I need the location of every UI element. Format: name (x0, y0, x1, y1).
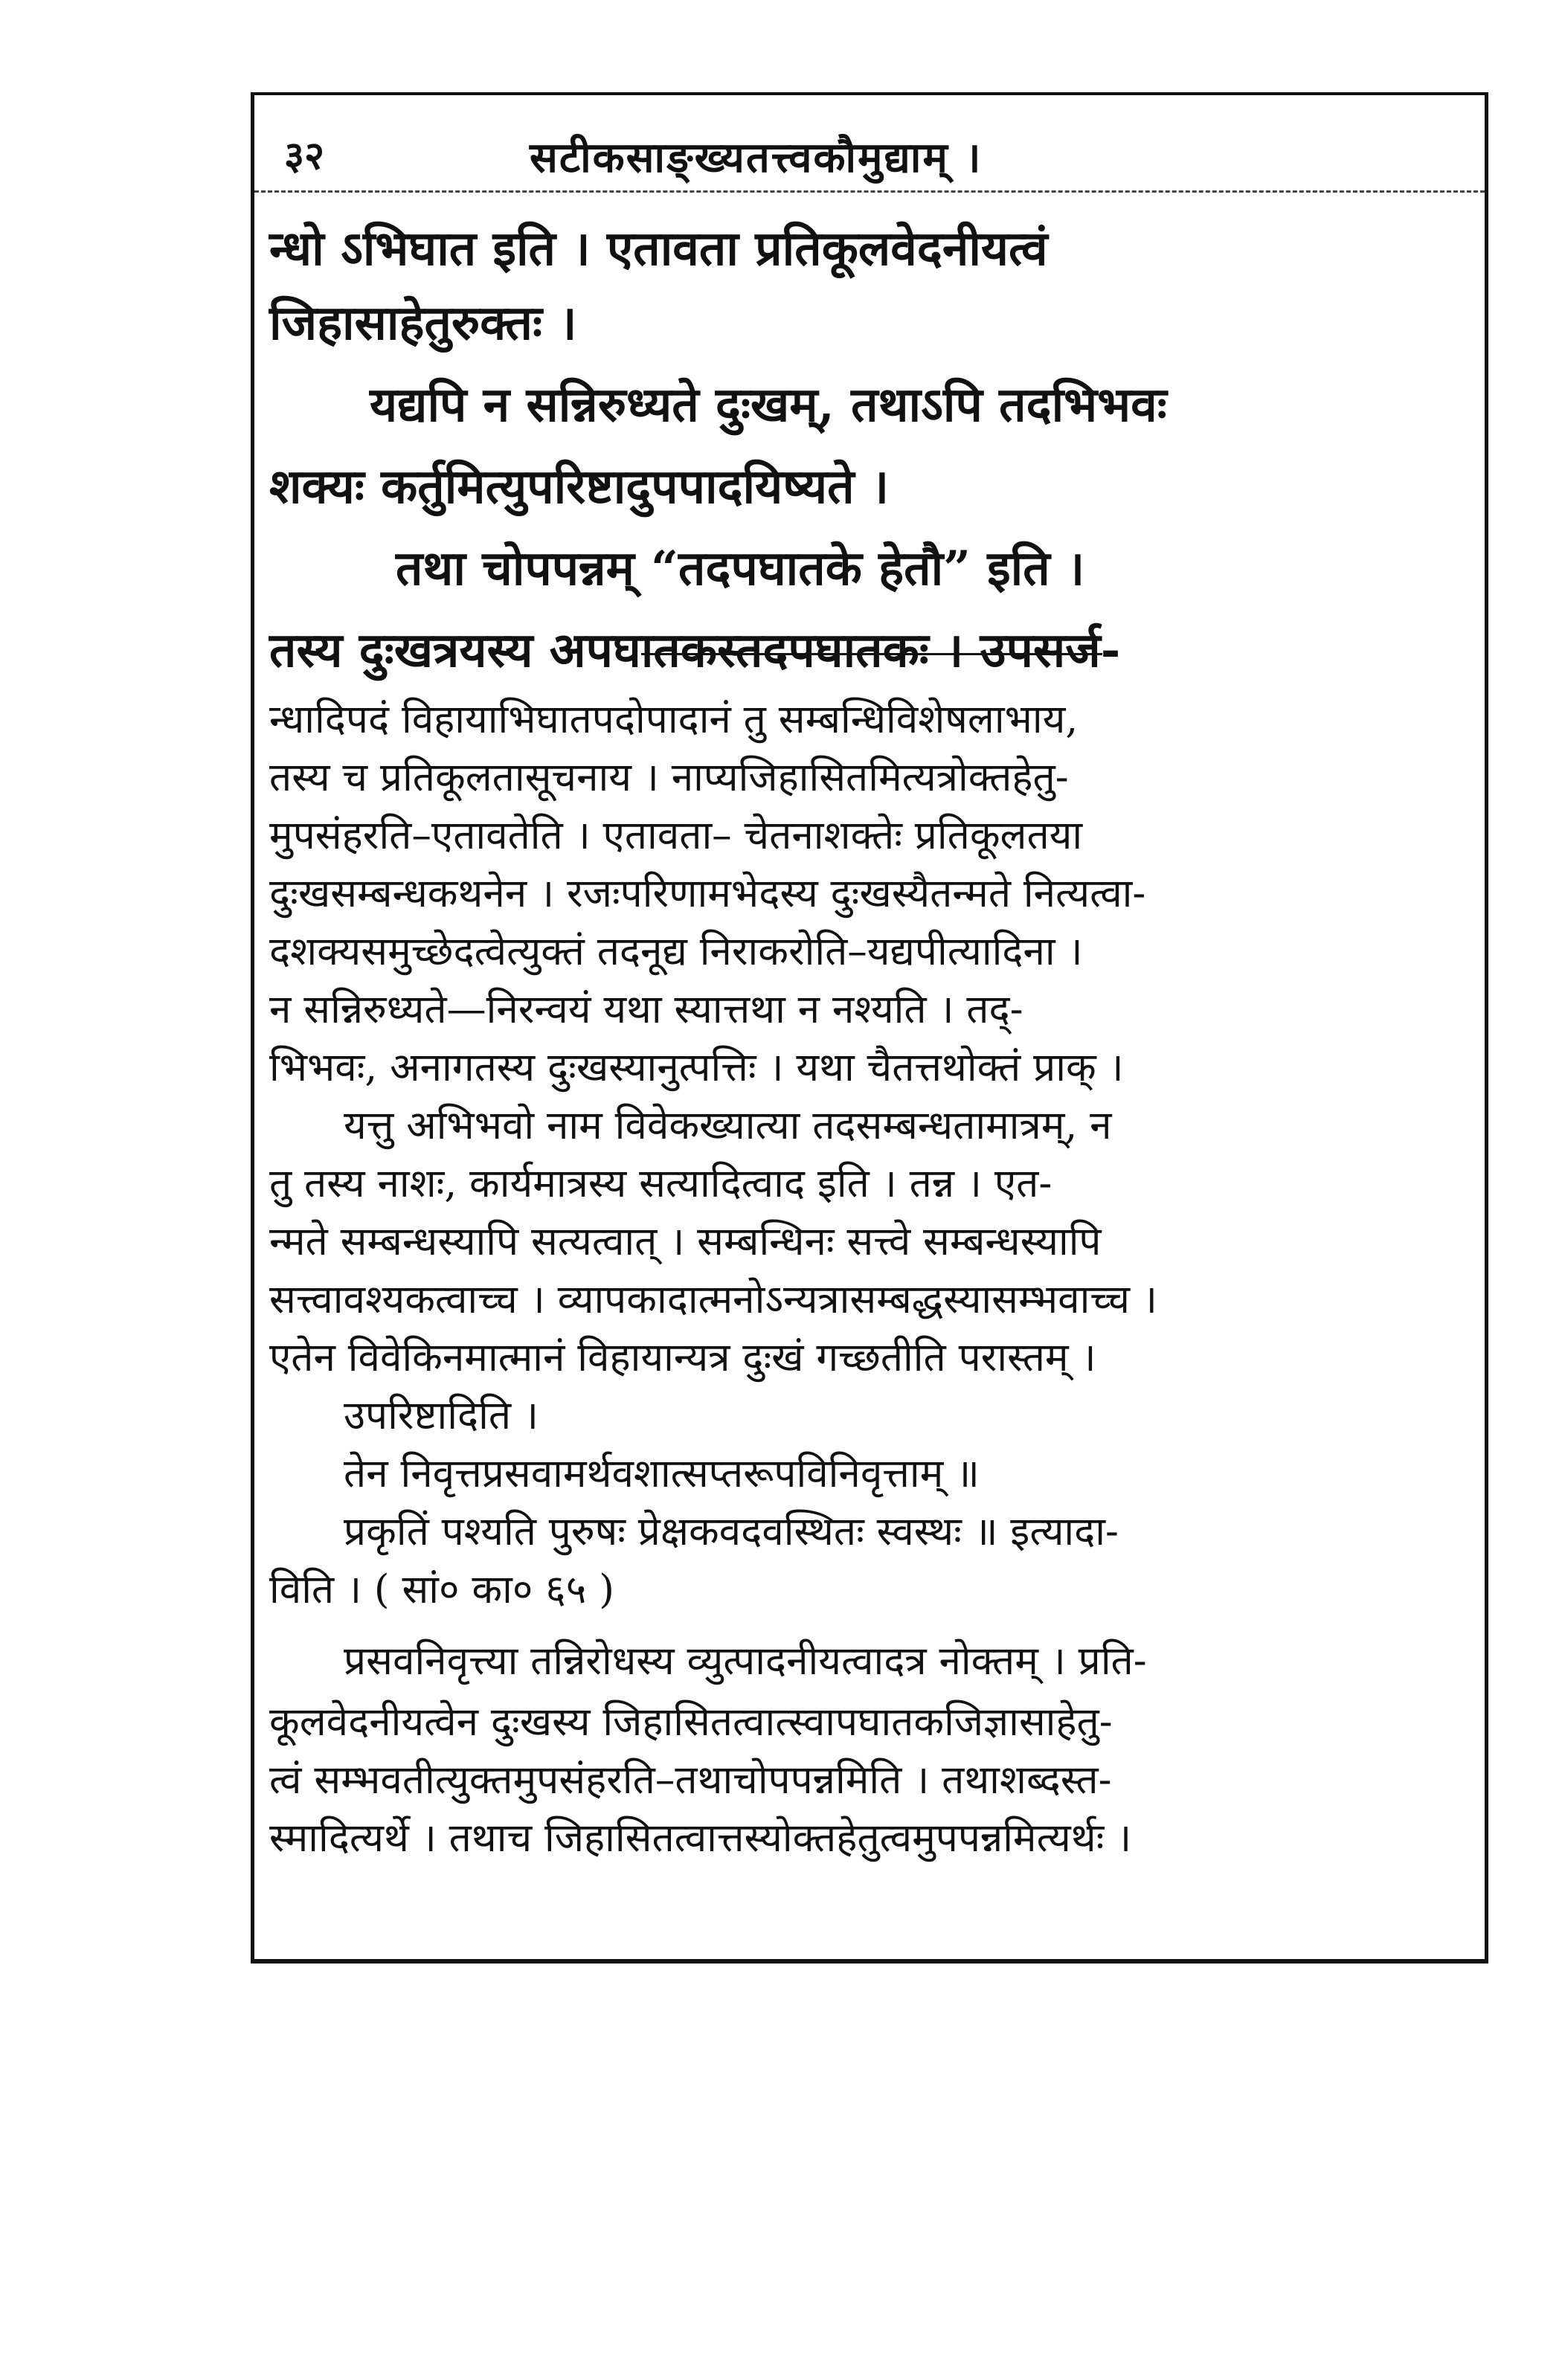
tika-line: दशक्यसमुच्छेदत्वेत्युक्तं तदनूद्य निराकरोति–यद्यपीत्यादिना । (269, 929, 1083, 974)
tika-line: तस्य च प्रतिकूलतासूचनाय । नाप्यजिहासितमित्यत्रोक्तहेतु- (269, 755, 1069, 800)
mula-line: तस्य दुःखत्रयस्य अपघातकस्तदपघातकः । उपसर्ज- (269, 623, 1121, 678)
tika-line: त्वं सम्भवतीत्युक्तमुपसंहरति–तथाचोपपन्नमिति । तथाशब्दस्त- (269, 1757, 1112, 1803)
mula-line: यद्यपि न सन्निरुध्यते दुःखम्, तथाऽपि तदभिभवः (370, 377, 1167, 433)
tika-line: एतेन विवेकिनमात्मानं विहायान्यत्र दुःखं गच्छतीति परास्तम् । (269, 1335, 1096, 1380)
tika-line: तेन निवृत्तप्रसवामर्थवशात्सप्तरूपविनिवृत्ताम् ॥ (344, 1451, 980, 1496)
tika-line: न सन्निरुध्यते—निरन्वयं यथा स्यात्तथा न नश्यति । तद्- (269, 987, 1023, 1032)
tika-line: मुपसंहरति–एतावतेति । एतावता– चेतनाशक्तेः प्रतिकूलतया (269, 813, 1083, 858)
page-header (254, 118, 1485, 199)
page-number: ३२ (284, 133, 325, 178)
tika-line: सत्त्वावश्यकत्वाच्च । व्यापकादात्मनोऽन्यत्रासम्बद्धस्यासम्भवाच्च । (269, 1277, 1157, 1322)
tika-line: दुःखसम्बन्धकथनेन । रजःपरिणामभेदस्य दुःखस्यैतन्मते नित्यत्वा- (269, 871, 1146, 916)
tika-line: विति । ( सां० का० ६५ ) (269, 1567, 614, 1612)
running-title: सटीकसाङ्ख्यतत्त्वकौमुद्याम् । (530, 133, 983, 182)
header-rule (254, 190, 1485, 193)
tika-line: न्मते सम्बन्धस्यापि सत्यत्वात् । सम्बन्धिनः सत्त्वे सम्बन्धस्यापि (269, 1219, 1102, 1264)
tika-line: प्रकृतिं पश्यति पुरुषः प्रेक्षकवदवस्थितः स्वस्थः ॥ इत्यादा- (344, 1509, 1119, 1554)
tika-line: न्धादिपदं विहायाभिघातपदोपादानं तु सम्बन्धिविशेषलाभाय, (269, 697, 1079, 742)
mula-line: शक्यः कर्तुमित्युपरिष्टादुपपादयिष्यते । (269, 459, 890, 515)
tika-line: भिभवः, अनागतस्य दुःखस्यानुत्पत्तिः । यथा चैतत्तथोक्तं प्राक् । (269, 1045, 1124, 1090)
section-divider (641, 653, 1102, 655)
page-frame (251, 92, 1488, 1964)
mula-line: जिहासाहेतुरुक्तः । (269, 295, 577, 351)
tika-line: स्मादित्यर्थे । तथाच जिहासितत्वात्तस्योक्तहेतुत्वमुपपन्नमित्यर्थः । (269, 1815, 1132, 1861)
tika-line: कूलवेदनीयत्वेन दुःखस्य जिहासितत्वात्स्वापघातकजिज्ञासाहेतु- (269, 1699, 1113, 1745)
tika-line: तु तस्य नाशः, कार्यमात्रस्य सत्यादित्वाद इति । तन्न । एत- (269, 1161, 1052, 1206)
mula-line: तथा चोपपन्नम् “तदपघातके हेतौ” इति । (396, 541, 1085, 596)
tika-line: उपरिष्टादिति । (344, 1393, 539, 1438)
tika-line: यत्तु अभिभवो नाम विवेकख्यात्या तदसम्बन्धतामात्रम्, न (344, 1103, 1112, 1148)
tika-line: प्रसवनिवृत्त्या तन्निरोधस्य व्युत्पादनीयत्वादत्र नोक्तम् । प्रति- (344, 1638, 1147, 1684)
mula-line: न्धो ऽभिघात इति । एतावता प्रतिकूलवेदनीयत्वं (269, 221, 1048, 277)
